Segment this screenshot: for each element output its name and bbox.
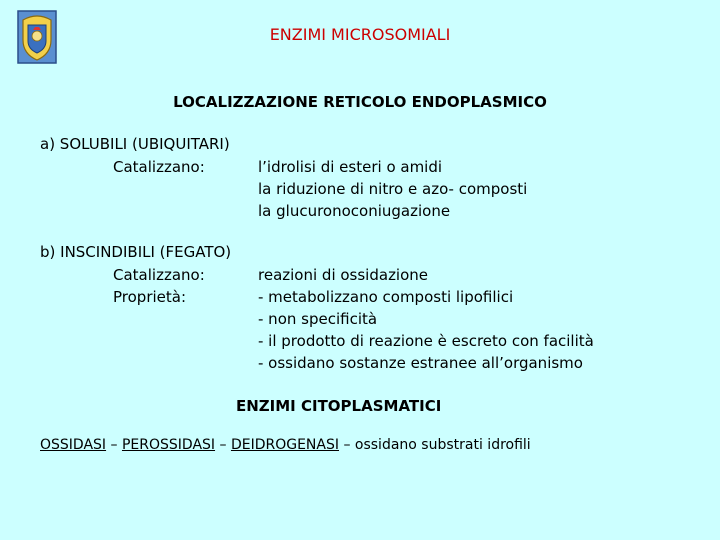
section-a-label: Catalizzano: <box>113 158 205 176</box>
section-b-label-catalizzano: Catalizzano: <box>113 266 205 284</box>
section-a-item-2: la riduzione di nitro e azo- composti <box>258 180 528 198</box>
section-b-prop-1: - metabolizzano composti lipofilici <box>258 288 514 306</box>
section-b-prop-3: - il prodotto di reazione è escreto con facilità <box>258 332 594 350</box>
section-b-heading: b) INSCINDIBILI (FEGATO) <box>40 243 232 261</box>
section-a-item-3: la glucuronoconiugazione <box>258 202 451 220</box>
section-b-prop-2: - non specificità <box>258 310 378 328</box>
enzyme-ossidasi: OSSIDASI <box>40 437 107 453</box>
cyto-description: – ossidano substrati idrofili <box>339 437 531 453</box>
section-a-heading: a) SOLUBILI (UBIQUITARI) <box>40 135 230 153</box>
section-b-value-catalizzano: reazioni di ossidazione <box>258 266 429 284</box>
page-subtitle: LOCALIZZAZIONE RETICOLO ENDOPLASMICO <box>173 93 547 111</box>
cyto-enzymes-line <box>40 437 531 453</box>
page-title: ENZIMI MICROSOMIALI <box>269 25 451 44</box>
section-b-label-proprieta: Proprietà: <box>113 288 187 306</box>
separator-1: – <box>106 437 122 453</box>
enzyme-deidrogenasi: DEIDROGENASI <box>230 437 339 453</box>
section-a-item-1: l’idrolisi di esteri o amidi <box>258 158 443 176</box>
enzyme-perossidasi: PEROSSIDASI <box>121 437 216 453</box>
cyto-heading: ENZIMI CITOPLASMATICI <box>236 397 442 415</box>
separator-2: – <box>215 437 231 453</box>
section-b-prop-4: - ossidano sostanze estranee all’organismo <box>258 354 583 372</box>
